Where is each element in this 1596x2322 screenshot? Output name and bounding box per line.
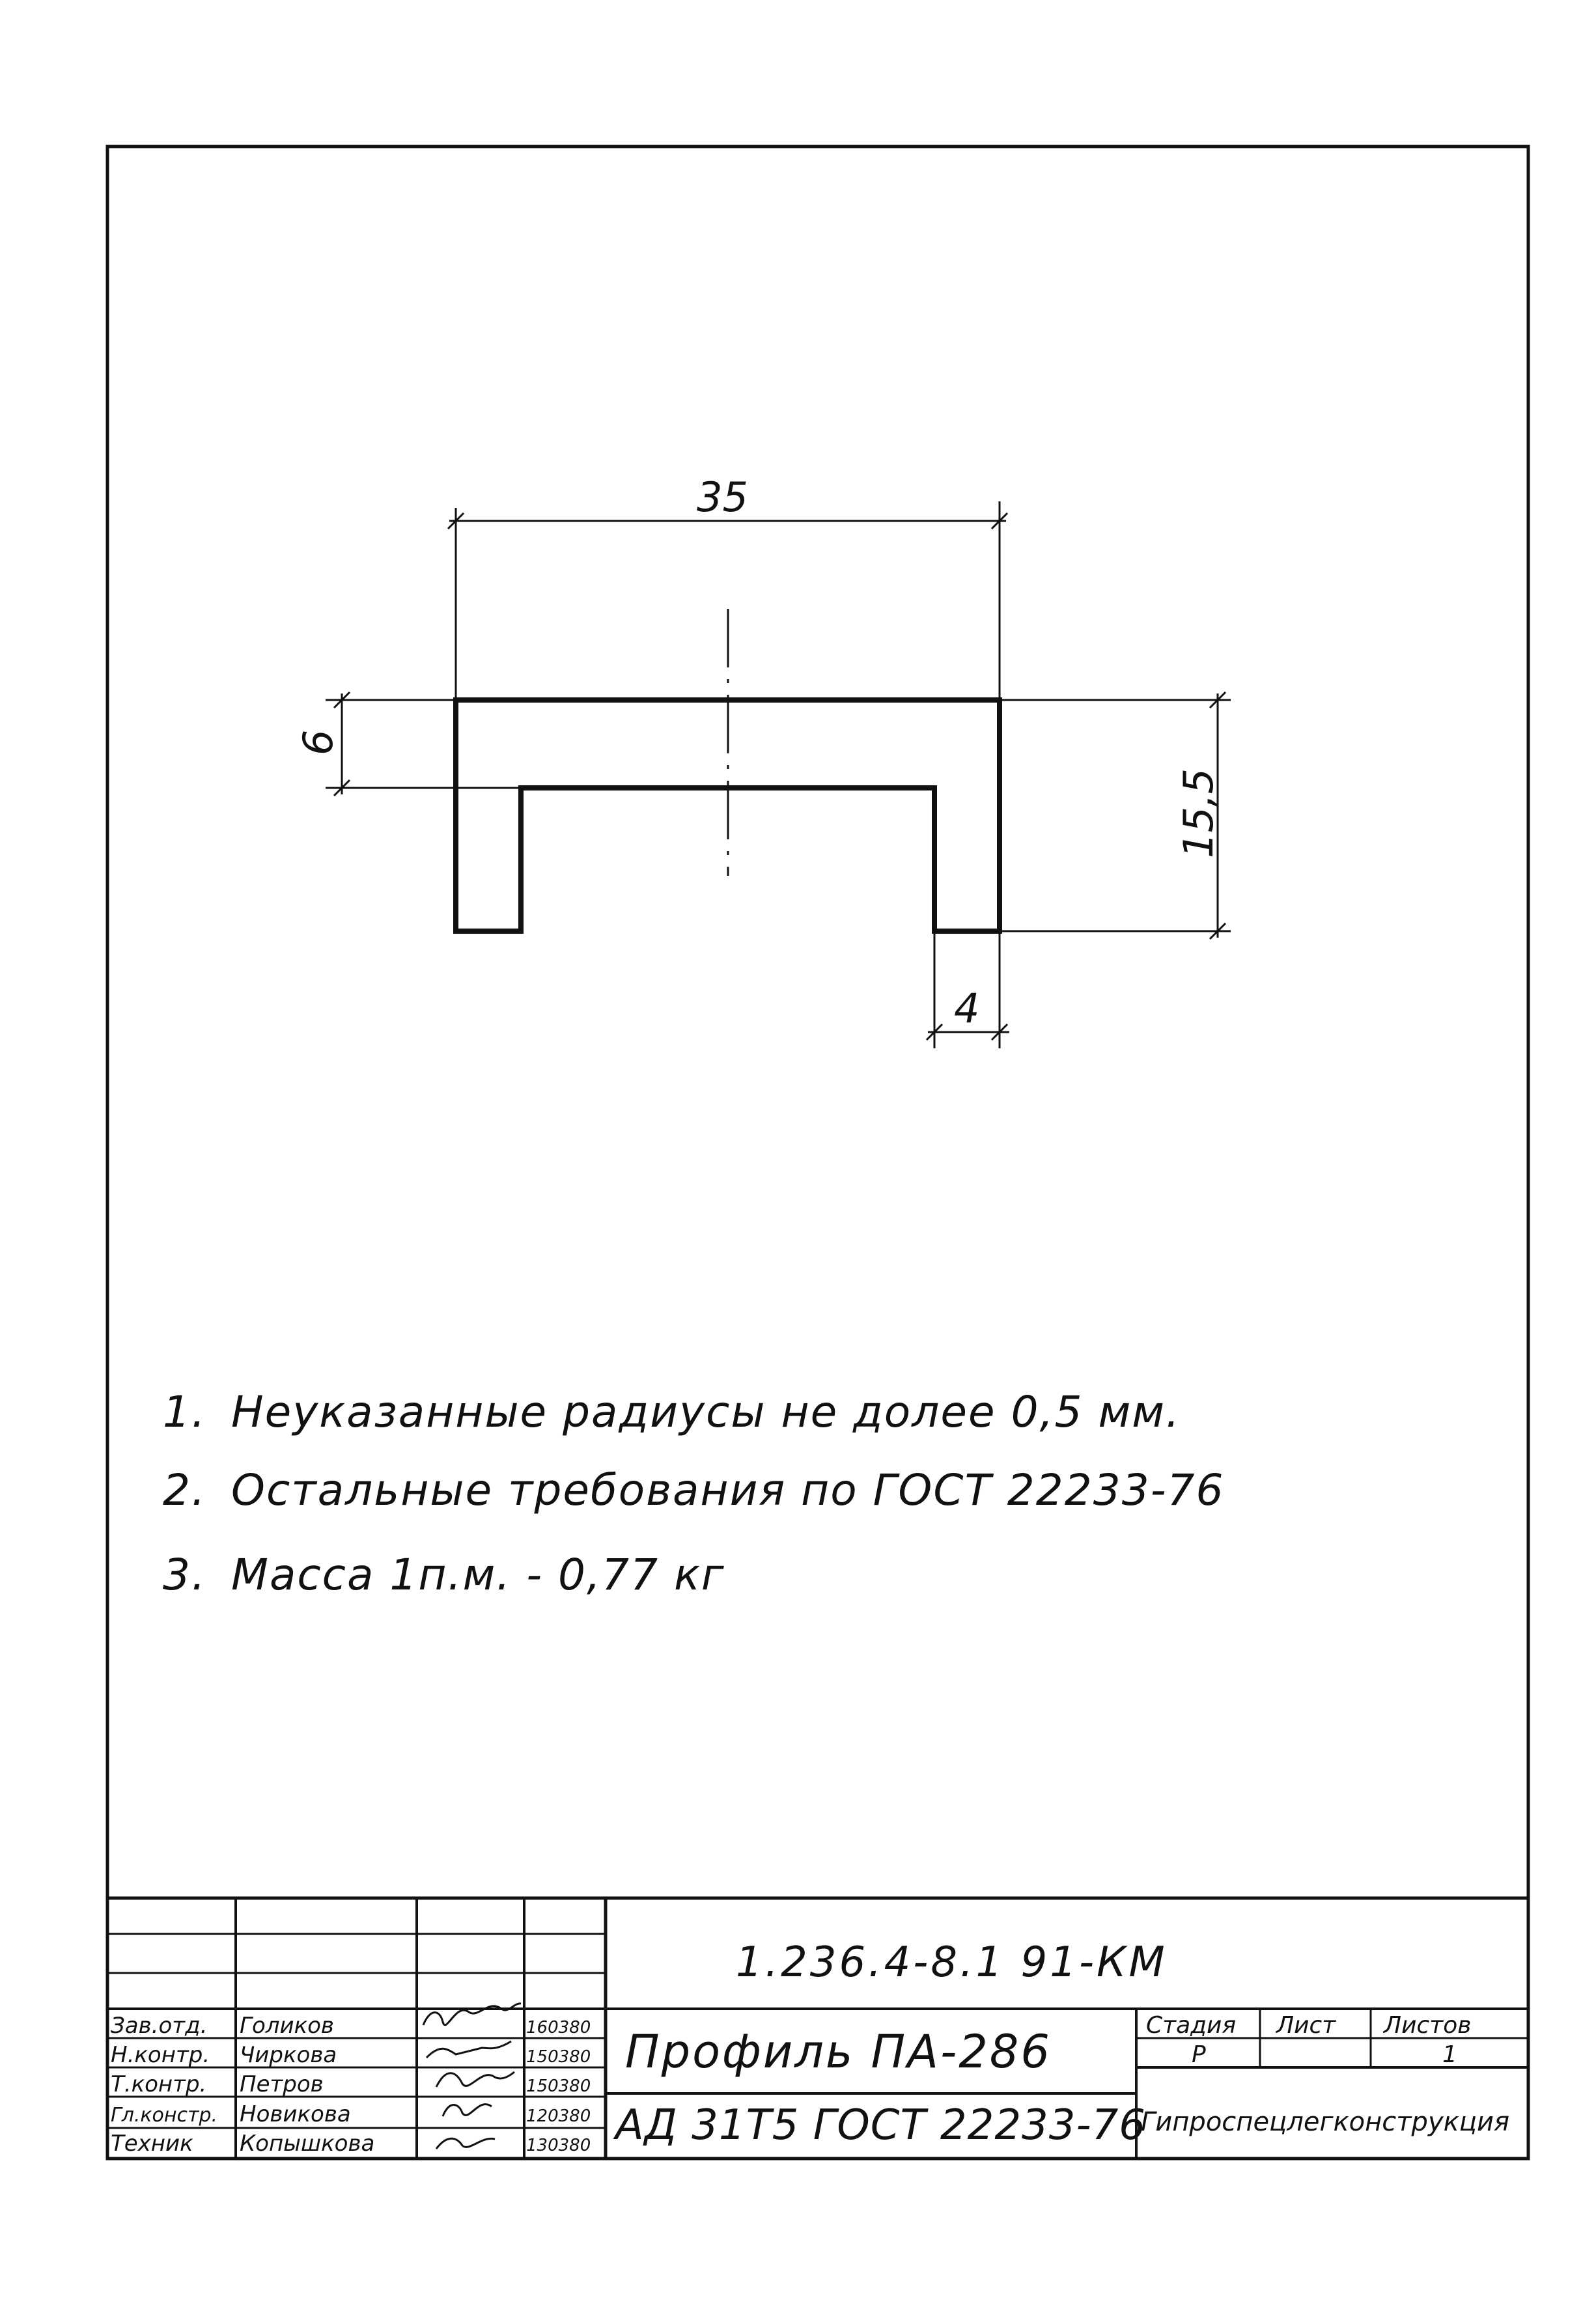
signature (436, 2138, 495, 2149)
material-spec: АД 31Т5 ГОСТ 22233-76 (615, 2101, 1146, 2149)
note-number: 1. (163, 1387, 206, 1437)
staff-name: Новикова (240, 2101, 351, 2127)
stage-header: Стадия (1146, 2012, 1237, 2039)
dimension-wall-label: 4 (954, 985, 980, 1032)
note-3 (163, 1550, 725, 1600)
signature (443, 2105, 492, 2116)
note-text: Масса 1п.м. - 0,77 кг (231, 1550, 725, 1600)
sheets-header: Листов (1384, 2012, 1472, 2039)
dimension-height-label: 15,5 (1175, 768, 1222, 858)
dimension-flange (326, 692, 521, 796)
staff-role: Гл.констр. (111, 2104, 218, 2127)
staff-date: 150380 (526, 2077, 591, 2096)
signature (423, 2004, 521, 2025)
stage-value: Р (1192, 2041, 1206, 2068)
staff-date: 150380 (526, 2047, 591, 2067)
profile-section (456, 609, 1000, 931)
dimension-width (448, 501, 1007, 700)
staff-table (111, 2013, 591, 2157)
document-code: 1.236.4-8.1 91-КМ (736, 1938, 1168, 1987)
note-number: 3. (163, 1550, 206, 1600)
staff-date: 130380 (526, 2136, 591, 2155)
staff-name: Чиркова (240, 2042, 337, 2068)
sheet-frame (107, 147, 1528, 2159)
staff-role: Т.контр. (111, 2071, 207, 2097)
signature (436, 2072, 514, 2087)
note-text: Неуказанные радиусы не долее 0,5 мм. (231, 1387, 1181, 1437)
note-1 (163, 1387, 1181, 1437)
note-2 (163, 1465, 1225, 1515)
dimension-width-label: 35 (697, 473, 748, 521)
sheet-header: Лист (1276, 2012, 1336, 2039)
staff-role: Техник (111, 2131, 193, 2157)
staff-date: 120380 (526, 2106, 591, 2126)
staff-name: Петров (240, 2071, 324, 2097)
staff-role: Зав.отд. (111, 2013, 208, 2039)
note-text: Остальные требования по ГОСТ 22233-76 (231, 1465, 1225, 1515)
staff-role: Н.контр. (111, 2042, 210, 2068)
organization-name: Гипроспецлегконструкция (1141, 2107, 1510, 2137)
staff-date: 160380 (526, 2018, 591, 2037)
dimension-flange-label: 6 (294, 729, 342, 755)
note-number: 2. (163, 1465, 206, 1515)
sheets-value: 1 (1442, 2041, 1457, 2068)
staff-name: Копышкова (240, 2131, 375, 2157)
drawing-title: Профиль ПА-286 (625, 2025, 1052, 2078)
signature (427, 2041, 511, 2058)
staff-name: Голиков (240, 2013, 334, 2039)
